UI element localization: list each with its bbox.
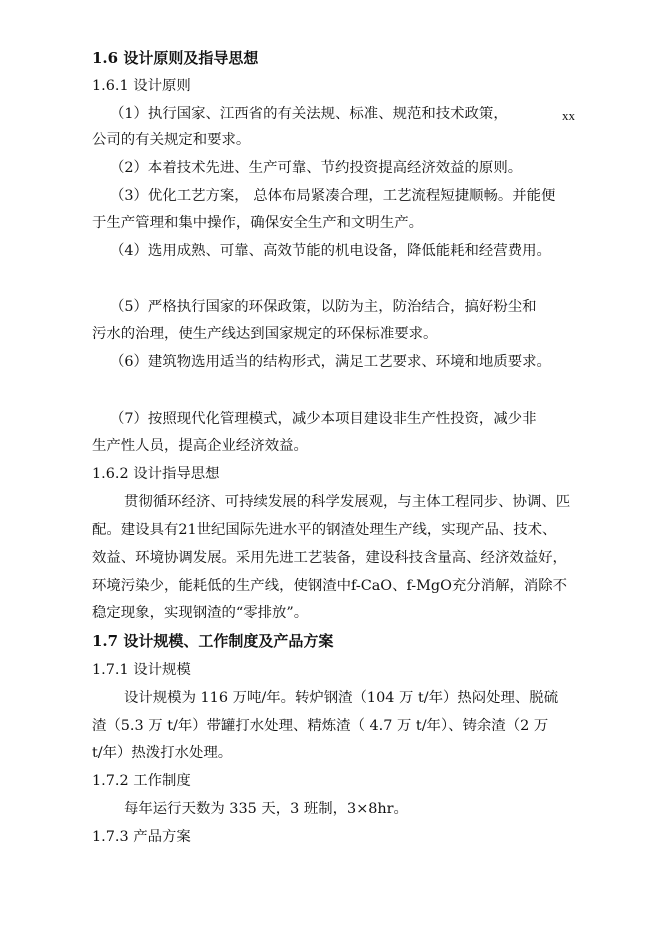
guideline-line-1: 贯彻循环经济、可持续发展的科学发展观，与主体工程同步、协调、匹 — [124, 494, 571, 510]
principle-7-line-2: 生产性人员，提高企业经济效益。 — [92, 438, 308, 454]
principle-7-line-1: （7）按照现代化管理模式，减少本项目建设非生产性投资，减少非 — [110, 411, 537, 427]
subsection-heading-1-6-1: 1.6.1 设计原则 — [92, 78, 191, 94]
principle-3-line-2: 于生产管理和集中操作，确保安全生产和文明生产。 — [92, 215, 423, 231]
subsection-heading-1-7-1: 1.7.1 设计规模 — [92, 662, 191, 678]
section-heading-1-7: 1.7 设计规模、工作制度及产品方案 — [92, 632, 334, 650]
principle-5-line-1: （5）严格执行国家的环保政策，以防为主，防治结合，搞好粉尘和 — [110, 299, 537, 315]
subsection-heading-1-7-3: 1.7.3 产品方案 — [92, 829, 191, 845]
subsection-heading-1-6-2: 1.6.2 设计指导思想 — [92, 466, 220, 482]
principle-2: （2）本着技术先进、生产可靠、节约投资提高经济效益的原则。 — [110, 160, 523, 176]
guideline-line-4: 环境污染少，能耗低的生产线，使钢渣中f-CaO、f-MgO充分消解，消除不 — [92, 578, 568, 594]
guideline-line-3: 效益、环境协调发展。采用先进工艺装备，建设科技含量高、经济效益好， — [92, 550, 567, 566]
scale-line-2: 渣（5.3 万 t/年）带罐打水处理、精炼渣（ 4.7 万 t/年）、铸余渣（2 万 — [92, 718, 549, 734]
principle-3-line-1: （3）优化工艺方案， 总体布局紧凑合理，工艺流程短捷顺畅。并能便 — [110, 188, 556, 204]
principle-1-line-1: （1）执行国家、江西省的有关法规、标准、规范和技术政策， — [110, 106, 508, 122]
principle-6: （6）建筑物选用适当的结构形式，满足工艺要求、环境和地质要求。 — [110, 354, 551, 370]
company-placeholder: xx — [562, 108, 575, 123]
subsection-heading-1-7-2: 1.7.2 工作制度 — [92, 773, 191, 789]
guideline-line-5: 稳定现象，实现钢渣的“零排放”。 — [92, 605, 309, 621]
scale-line-3: t/年）热泼打水处理。 — [92, 745, 233, 761]
section-heading-1-6: 1.6 设计原则及指导思想 — [92, 49, 259, 67]
principle-5-line-2: 污水的治理，使生产线达到国家规定的环保标准要求。 — [92, 326, 438, 342]
principle-4: （4）选用成熟、可靠、高效节能的机电设备，降低能耗和经营费用。 — [110, 243, 551, 259]
work-schedule-line: 每年运行天数为 335 天，3 班制，3×8hr。 — [124, 801, 408, 817]
scale-line-1: 设计规模为 116 万吨/年。转炉钢渣（104 万 t/年）热闷处理、脱硫 — [124, 690, 559, 706]
guideline-line-2: 配。建设具有21世纪国际先进水平的钢渣处理生产线，实现产品、技术、 — [92, 522, 557, 538]
principle-1-line-2: 公司的有关规定和要求。 — [92, 132, 251, 148]
